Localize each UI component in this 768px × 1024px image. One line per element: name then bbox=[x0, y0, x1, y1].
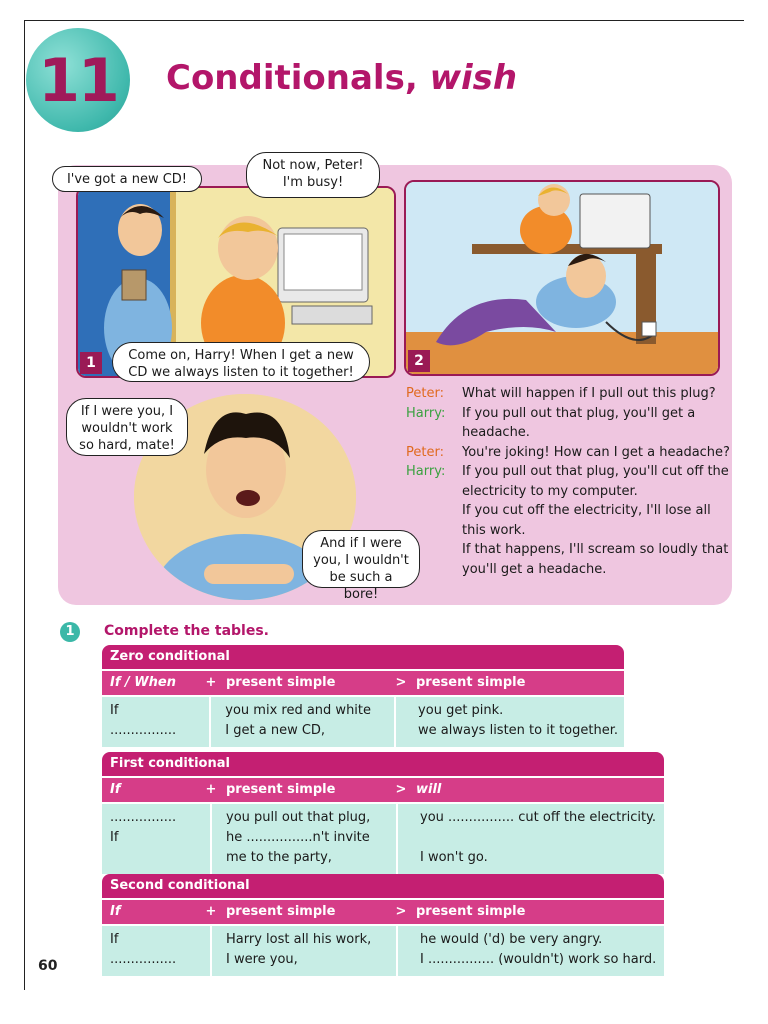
header-arrow: > bbox=[395, 904, 407, 919]
cell-line: If bbox=[110, 932, 119, 947]
table-header bbox=[102, 898, 664, 924]
cell-result bbox=[398, 804, 664, 874]
dialogue-speaker: Peter: bbox=[406, 444, 444, 460]
cell-line: he would ('d) be very angry. bbox=[420, 932, 603, 947]
cell-if bbox=[102, 804, 212, 874]
header-plus: + bbox=[205, 675, 217, 690]
zero-conditional-table bbox=[102, 645, 624, 747]
cell-line bbox=[420, 828, 658, 848]
blank-field[interactable]: ................ bbox=[110, 723, 177, 738]
dialogue-text: If that happens, I'll scream so loudly that you'll get a headache. bbox=[462, 542, 729, 577]
dialogue-line bbox=[406, 540, 736, 579]
dialogue-line bbox=[406, 501, 736, 540]
dialogue-line bbox=[406, 404, 736, 443]
unit-title-italic: wish bbox=[429, 58, 518, 98]
cell-if bbox=[102, 697, 211, 747]
cell-line: I won't go. bbox=[420, 850, 488, 865]
cell-line: we always listen to it together. bbox=[418, 723, 618, 738]
cell-line bbox=[110, 848, 204, 868]
table-title: Zero conditional bbox=[102, 645, 624, 669]
header-clause: present simple bbox=[226, 904, 336, 919]
header-if: If bbox=[110, 904, 121, 919]
dialogue-speaker: Harry: bbox=[406, 405, 446, 421]
header-if: If / When bbox=[110, 675, 176, 690]
header-result: will bbox=[416, 782, 442, 797]
header-result: present simple bbox=[416, 904, 526, 919]
dialogue-text: If you pull out that plug, you'll get a headache. bbox=[462, 405, 696, 440]
cell-clause bbox=[211, 697, 396, 747]
cell-result bbox=[396, 697, 624, 747]
dialogue-text: You're joking! How can I get a headache? bbox=[462, 444, 730, 460]
header-arrow: > bbox=[395, 782, 407, 797]
dialogue-speaker: Peter: bbox=[406, 386, 444, 401]
table-body bbox=[102, 924, 664, 976]
frame-1-number: 1 bbox=[80, 352, 102, 374]
header-clause: present simple bbox=[226, 675, 336, 690]
left-rule bbox=[24, 20, 25, 990]
header-plus: + bbox=[205, 904, 217, 919]
dialogue-line bbox=[406, 384, 736, 404]
cell-line: If bbox=[110, 830, 119, 845]
header-result: present simple bbox=[416, 675, 526, 690]
speech-bubble-harry-cd: I've got a new CD! bbox=[52, 166, 202, 192]
exercise-title: Complete the tables. bbox=[104, 623, 269, 639]
dialogue-speaker: Harry: bbox=[406, 464, 446, 479]
header-plus: + bbox=[205, 782, 217, 797]
dialogue-text: If you cut off the electricity, I'll lose all this work. bbox=[462, 503, 711, 538]
dialogue-text: If you pull out that plug, you'll cut off the electricity to my computer. bbox=[462, 464, 729, 499]
blank-field[interactable]: you ................ cut off the electricity. bbox=[420, 810, 657, 825]
cell-line: me to the party, bbox=[226, 850, 332, 865]
blank-field[interactable]: ................ bbox=[110, 810, 177, 825]
header-arrow: > bbox=[395, 675, 407, 690]
dialogue-speaker bbox=[406, 501, 462, 540]
dialogue-text: What will happen if I pull out this plug? bbox=[462, 386, 716, 401]
cell-line: you get pink. bbox=[418, 703, 504, 718]
dialogue-line bbox=[406, 462, 736, 501]
cell-line: Harry lost all his work, bbox=[226, 932, 372, 947]
speech-bubble-peter-bore: And if I were you, I wouldn't be such a bore! bbox=[302, 530, 420, 588]
frame-2-number: 2 bbox=[408, 350, 430, 372]
comic-frame-2 bbox=[404, 180, 720, 376]
cell-line: I get a new CD, bbox=[225, 723, 326, 738]
speech-bubble-peter-busy: Not now, Peter! I'm busy! bbox=[246, 152, 380, 198]
dialogue bbox=[406, 384, 736, 579]
cell-if bbox=[102, 926, 212, 976]
dialogue-line bbox=[406, 443, 736, 463]
cell-line: I were you, bbox=[226, 952, 298, 967]
frame-2-illustration bbox=[406, 182, 718, 374]
cell-result bbox=[398, 926, 664, 976]
page-number: 60 bbox=[38, 958, 58, 974]
table-header bbox=[102, 776, 664, 802]
speech-bubble-peter-come-on: Come on, Harry! When I get a new CD we always listen to it together! bbox=[112, 342, 370, 382]
blank-field[interactable]: ................ bbox=[110, 952, 177, 967]
table-title: Second conditional bbox=[102, 874, 664, 898]
cell-line: you mix red and white bbox=[225, 703, 372, 718]
unit-number: 11 bbox=[38, 46, 118, 116]
cell-clause bbox=[212, 926, 398, 976]
table-body bbox=[102, 802, 664, 874]
blank-field[interactable]: he ................n't invite bbox=[226, 830, 370, 845]
top-rule bbox=[24, 20, 744, 21]
unit-title bbox=[166, 58, 517, 98]
unit-title-main: Conditionals, bbox=[166, 58, 430, 98]
header-clause: present simple bbox=[226, 782, 336, 797]
first-conditional-table bbox=[102, 752, 664, 874]
table-title: First conditional bbox=[102, 752, 664, 776]
cell-line: If bbox=[110, 703, 119, 718]
blank-field[interactable]: I ................ (wouldn't) work so hard. bbox=[420, 952, 657, 967]
cell-clause bbox=[212, 804, 398, 874]
second-conditional-table bbox=[102, 874, 664, 976]
header-if: If bbox=[110, 782, 121, 797]
table-header bbox=[102, 669, 624, 695]
dialogue-speaker bbox=[406, 540, 462, 579]
exercise-number: 1 bbox=[60, 622, 80, 642]
table-body bbox=[102, 695, 624, 747]
speech-bubble-harry-if-i-were: If I were you, I wouldn't work so hard, mate! bbox=[66, 398, 188, 456]
cell-line: you pull out that plug, bbox=[226, 810, 371, 825]
